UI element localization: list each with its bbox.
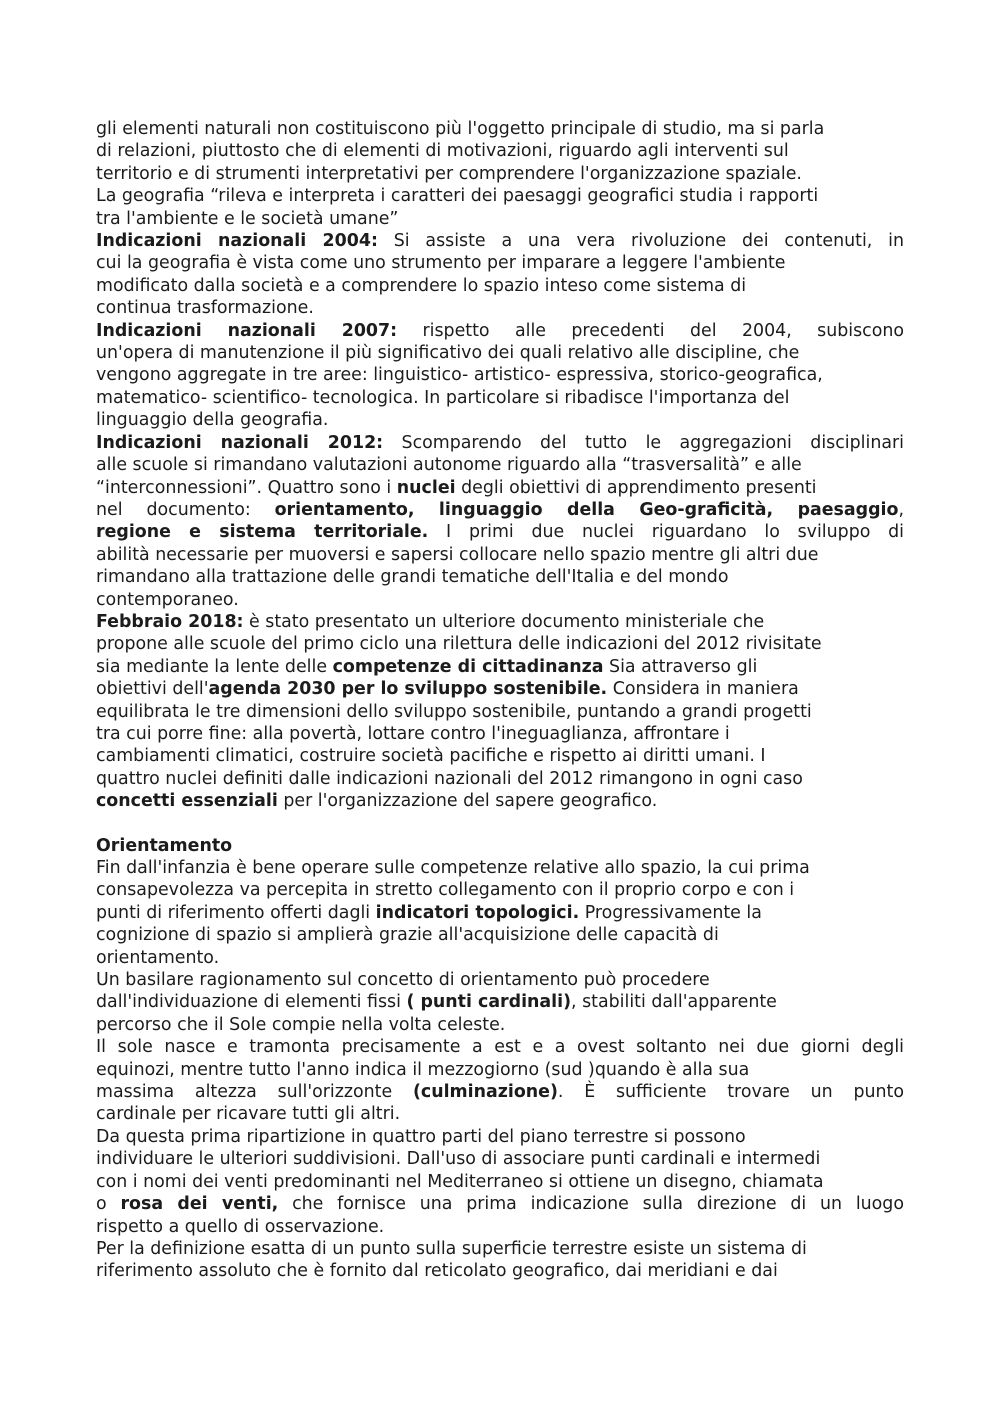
text-line: abilità necessarie per muoversi e sapersi collocare nello spazio mentre gli altri due	[96, 544, 819, 565]
text-line: alle scuole si rimandano valutazioni autonome riguardo alla “trasversalità” e alle	[96, 455, 802, 476]
text-line: consapevolezza va percepita in stretto collegamento con il proprio corpo e con i	[96, 880, 795, 901]
text-line: o rosa dei venti, che fornisce una prima indicazione sulla direzione di un luogo	[96, 1194, 904, 1215]
text-line: cardinale per ricavare tutti gli altri.	[96, 1104, 401, 1125]
text-line: rispetto a quello di osservazione.	[96, 1216, 385, 1237]
text-line: Fin dall'infanzia è bene operare sulle competenze relative allo spazio, la cui prima	[96, 858, 810, 878]
text-line: propone alle scuole del primo ciclo una rilettura delle indicazioni del 2012 rivisitate	[96, 634, 822, 655]
text-line: modificato dalla società e a comprendere lo spazio inteso come sistema di	[96, 275, 747, 296]
text-line: punti di riferimento offerti dagli indicatori topologici. Progressivamente la	[96, 902, 762, 923]
text-line: di relazioni, piuttosto che di elementi di motivazioni, riguardo agli interventi sul	[96, 141, 789, 162]
text-line: “interconnessioni”. Quattro sono i nuclei degli obiettivi di apprendimento presenti	[96, 477, 817, 498]
text-line: riferimento assoluto che è fornito dal reticolato geografico, dai meridiani e dai	[96, 1261, 778, 1282]
bold-term: ( punti cardinali)	[406, 992, 572, 1013]
text-line: Indicazioni nazionali 2012: Scomparendo del tutto le aggregazioni disciplinari	[96, 432, 904, 453]
indicazioni-2004-paragraph	[96, 230, 904, 320]
text-line: orientamento.	[96, 947, 220, 968]
text-line: regione e sistema territoriale. I primi due nuclei riguardano lo sviluppo di	[96, 522, 904, 543]
text-line: un'opera di manutenzione il più significativo dei quali relativo alle discipline, che	[96, 343, 800, 364]
bold-term: concetti essenziali	[96, 791, 278, 812]
document-page	[96, 118, 904, 1283]
indicazioni-2012-paragraph	[96, 432, 904, 611]
text-line: concetti essenziali per l'organizzazione del sapere geografico.	[96, 791, 658, 812]
text-line: individuare le ulteriori suddivisioni. Dall'uso di associare punti cardinali e intermedi	[96, 1149, 821, 1170]
text-line: equilibrata le tre dimensioni dello sviluppo sostenibile, puntando a grandi progetti	[96, 701, 812, 722]
text-line: massima altezza sull'orizzonte (culminazione). È sufficiente trovare un punto	[96, 1082, 904, 1103]
text-line: dall'individuazione di elementi fissi ( punti cardinali), stabiliti dall'apparente	[96, 992, 777, 1013]
intro-paragraph	[96, 118, 904, 230]
text-line: Il sole nasce e tramonta precisamente a est e a ovest soltanto nei due giorni degli	[96, 1037, 904, 1058]
section-heading: Orientamento	[96, 835, 233, 856]
bold-term: agenda 2030 per lo sviluppo sostenibile.	[208, 679, 608, 700]
bold-term: (culminazione)	[412, 1082, 558, 1103]
text-line: percorso che il Sole compie nella volta celeste.	[96, 1014, 506, 1035]
text-line: Un basilare ragionamento sul concetto di orientamento può procedere	[96, 970, 710, 991]
bold-term: regione e sistema territoriale.	[96, 522, 429, 543]
text-line: tra l'ambiente e le società umane”	[96, 208, 399, 229]
text-line: rimandano alla trattazione delle grandi tematiche dell'Italia e del mondo	[96, 567, 729, 588]
text-line: sia mediante la lente delle competenze di cittadinanza Sia attraverso gli	[96, 656, 758, 677]
indicazioni-2007-paragraph	[96, 320, 904, 432]
bold-term: rosa dei venti,	[120, 1194, 279, 1215]
febbraio-2018-paragraph	[96, 611, 904, 813]
paragraph-gap	[96, 813, 904, 835]
text-line: cognizione di spazio si amplierà grazie all'acquisizione delle capacità di	[96, 925, 719, 946]
bold-term: nuclei	[396, 477, 456, 498]
text-line: gli elementi naturali non costituiscono più l'oggetto principale di studio, ma si parla	[96, 119, 825, 139]
text-line: Indicazioni nazionali 2004: Si assiste a una vera rivoluzione dei contenuti, in	[96, 231, 904, 252]
text-line: con i nomi dei venti predominanti nel Mediterraneo si ottiene un disegno, chiamata	[96, 1171, 824, 1192]
text-line: obiettivi dell'agenda 2030 per lo sviluppo sostenibile. Considera in maniera	[96, 679, 799, 700]
bold-label: Febbraio 2018:	[96, 611, 244, 632]
text-line: continua trasformazione.	[96, 298, 314, 319]
text-line: territorio e di strumenti interpretativi per comprendere l'organizzazione spaziale.	[96, 163, 802, 184]
bold-label: Indicazioni nazionali 2007:	[96, 320, 398, 341]
orientamento-section	[96, 835, 904, 1283]
text-line: vengono aggregate in tre aree: linguistico- artistico- espressiva, storico-geografica,	[96, 365, 823, 386]
bold-label: Indicazioni nazionali 2004:	[96, 231, 378, 252]
bold-term: orientamento, linguaggio della Geo-graficità, paesaggio	[274, 499, 899, 520]
text-line: matematico- scientifico- tecnologica. In particolare si ribadisce l'importanza del	[96, 387, 790, 408]
text-line: quattro nuclei definiti dalle indicazioni nazionali del 2012 rimangono in ogni caso	[96, 768, 803, 789]
bold-label: Indicazioni nazionali 2012:	[96, 432, 384, 453]
text-line: linguaggio della geografia.	[96, 410, 329, 431]
text-line: tra cui porre fine: alla povertà, lottare contro l'ineguaglianza, affrontare i	[96, 723, 730, 744]
text-line: Indicazioni nazionali 2007: rispetto alle precedenti del 2004, subiscono	[96, 320, 905, 341]
text-line: Per la definizione esatta di un punto sulla superficie terrestre esiste un sistema di	[96, 1238, 807, 1259]
text-line: cui la geografia è vista come uno strumento per imparare a leggere l'ambiente	[96, 253, 786, 274]
bold-term: indicatori topologici.	[375, 902, 580, 923]
text-line: cambiamenti climatici, costruire società pacifiche e rispetto ai diritti umani. I	[96, 746, 766, 767]
text-line: La geografia “rileva e interpreta i caratteri dei paesaggi geografici studia i rapporti	[96, 186, 819, 207]
text-line: Da questa prima ripartizione in quattro parti del piano terrestre si possono	[96, 1126, 746, 1147]
bold-term: competenze di cittadinanza	[332, 656, 604, 677]
text-line: nel documento: orientamento, linguaggio della Geo-graficità, paesaggio,	[96, 499, 904, 520]
text-line: equinozi, mentre tutto l'anno indica il mezzogiorno (sud )quando è alla sua	[96, 1059, 750, 1080]
text-line: contemporaneo.	[96, 589, 239, 610]
text-line: Febbraio 2018: è stato presentato un ulteriore documento ministeriale che	[96, 611, 765, 632]
